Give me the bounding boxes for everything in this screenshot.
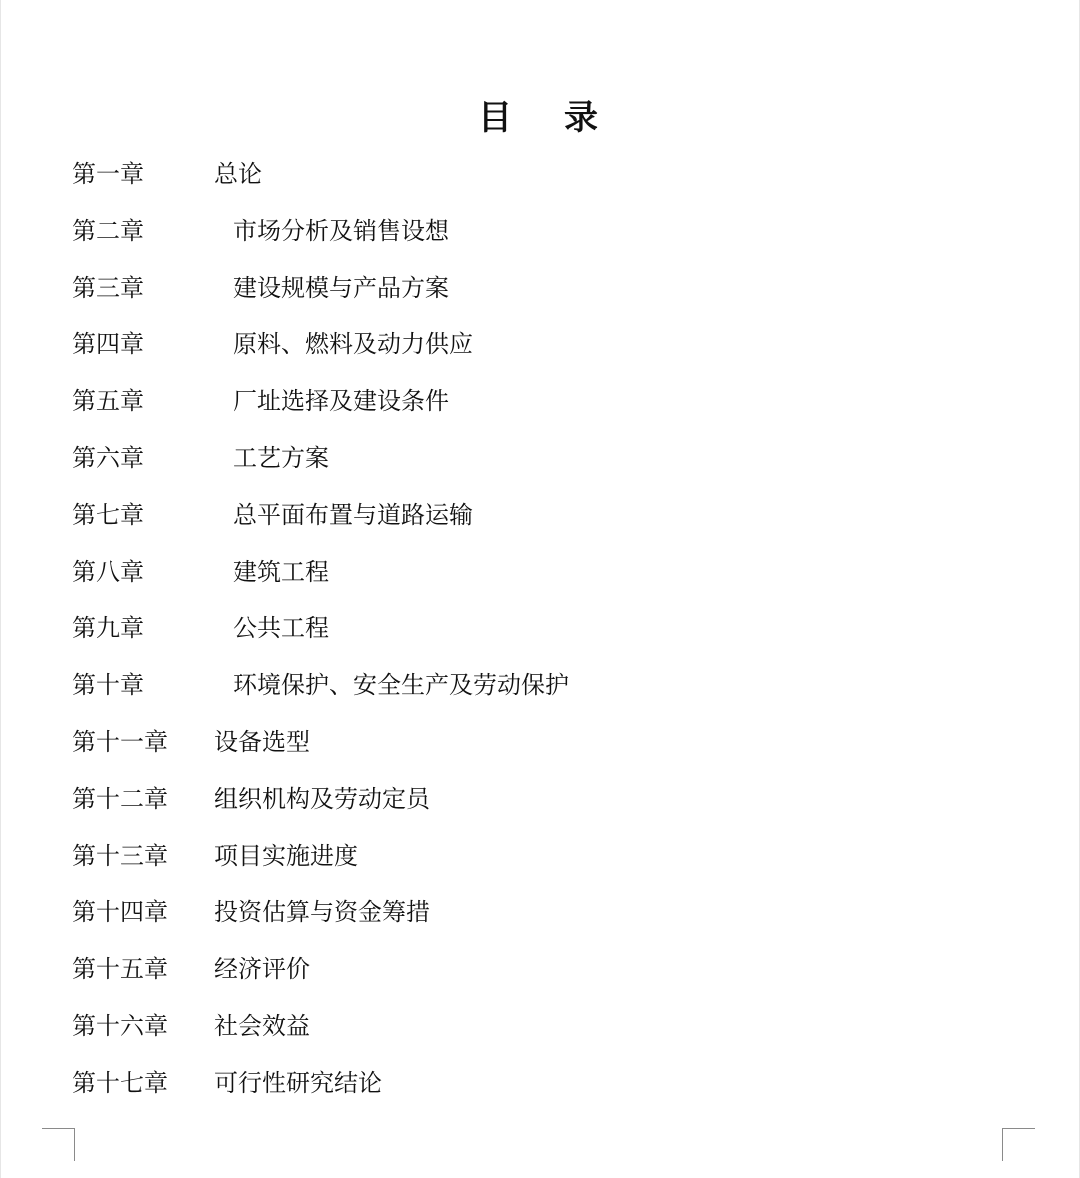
toc-chapter-number: 第六章 [72, 443, 144, 472]
toc-chapter-title: 经济评价 [214, 955, 310, 984]
toc-chapter-number: 第十章 [72, 671, 144, 700]
toc-chapter-number: 第三章 [72, 273, 144, 302]
toc-chapter-number: 第五章 [72, 387, 144, 416]
toc-chapter-title: 厂址选择及建设条件 [233, 387, 449, 416]
toc-chapter-title: 市场分析及销售设想 [233, 216, 449, 245]
toc-chapter-title: 建设规模与产品方案 [233, 273, 449, 302]
toc-chapter-title: 项目实施进度 [214, 841, 358, 870]
toc-chapter-title: 可行性研究结论 [214, 1068, 382, 1097]
toc-title: 目录 [478, 98, 650, 138]
toc-chapter-number: 第二章 [72, 216, 144, 245]
toc-chapter-title: 工艺方案 [233, 443, 329, 472]
toc-chapter-title: 环境保护、安全生产及劳动保护 [233, 671, 569, 700]
toc-chapter-number: 第十四章 [72, 898, 168, 927]
toc-chapter-title: 社会效益 [214, 1011, 310, 1040]
page-edge-left [0, 0, 1, 1178]
page-corner-mark-right [1002, 1128, 1035, 1161]
toc-chapter-number: 第十二章 [72, 784, 168, 813]
toc-chapter-number: 第九章 [72, 614, 144, 643]
toc-chapter-number: 第八章 [72, 557, 144, 586]
toc-chapter-number: 第十六章 [72, 1011, 168, 1040]
toc-chapter-number: 第十三章 [72, 841, 168, 870]
toc-chapter-title: 建筑工程 [233, 557, 329, 586]
toc-chapter-title: 投资估算与资金筹措 [214, 898, 430, 927]
toc-chapter-title: 组织机构及劳动定员 [214, 784, 430, 813]
toc-chapter-number: 第七章 [72, 500, 144, 529]
toc-chapter-number: 第十一章 [72, 727, 168, 756]
toc-chapter-title: 总平面布置与道路运输 [233, 500, 473, 529]
toc-chapter-number: 第十五章 [72, 955, 168, 984]
toc-chapter-title: 总论 [214, 160, 262, 188]
toc-chapter-title: 原料、燃料及动力供应 [233, 330, 473, 359]
toc-chapter-number: 第四章 [72, 330, 144, 359]
toc-chapter-number: 第一章 [72, 160, 144, 188]
toc-chapter-title: 设备选型 [214, 727, 310, 756]
toc-chapter-title: 公共工程 [233, 614, 329, 643]
toc-chapter-number: 第十七章 [72, 1068, 168, 1097]
page-corner-mark-left [42, 1128, 75, 1161]
